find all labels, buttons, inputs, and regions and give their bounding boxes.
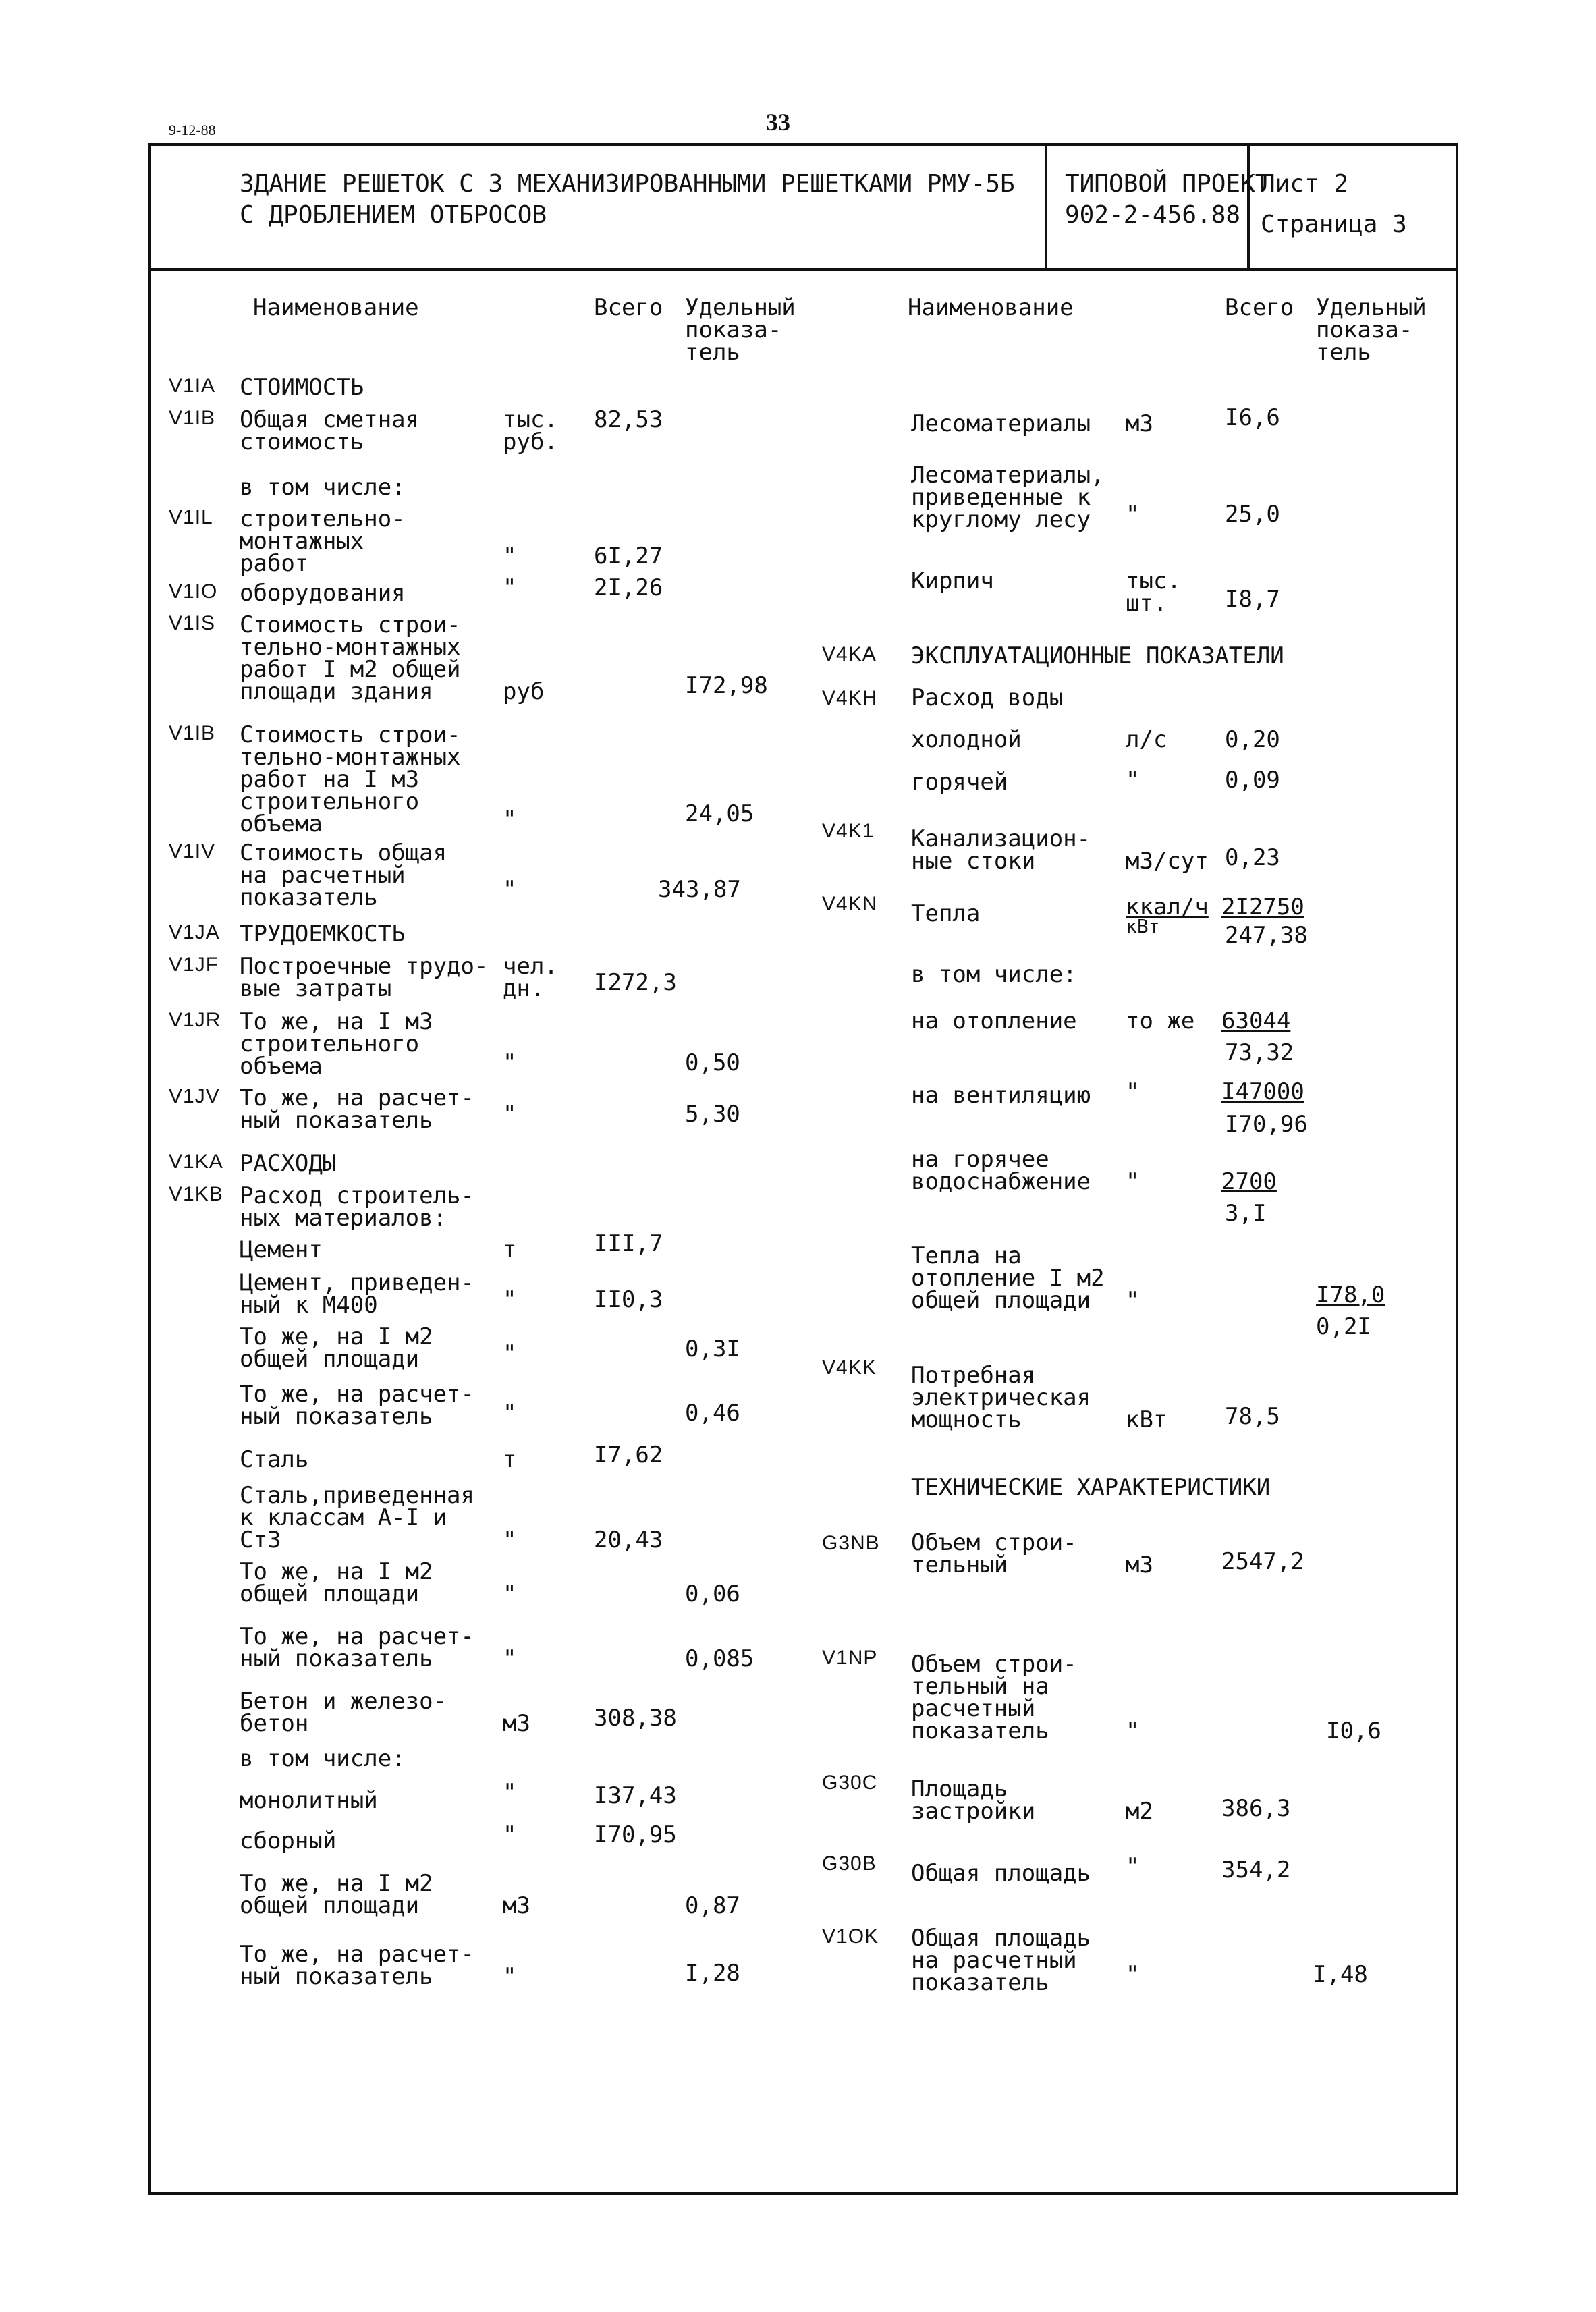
row-label: Бетон и железо- bbox=[240, 1688, 447, 1715]
row-specific: 0,06 bbox=[685, 1580, 740, 1607]
row-specific: I,48 bbox=[1313, 1961, 1368, 1988]
row-total: II0,3 bbox=[594, 1286, 663, 1313]
row-label: в том числе: bbox=[911, 961, 1077, 988]
row-specific: 5,30 bbox=[685, 1101, 740, 1128]
row-label: То же, на расчет- bbox=[240, 1084, 474, 1111]
row-label: То же, на расчет- bbox=[240, 1381, 474, 1408]
col-header-specific-2: показа- bbox=[685, 316, 782, 343]
row-label: Ст3 bbox=[240, 1526, 281, 1553]
section-heading: ЭКСПЛУАТАЦИОННЫЕ ПОКАЗАТЕЛИ bbox=[911, 642, 1284, 669]
row-unit: л/с bbox=[1126, 726, 1167, 753]
row-label: ный показатель bbox=[240, 1963, 433, 1990]
title-divider-2 bbox=[1247, 143, 1250, 271]
row-label: Сталь,приведенная bbox=[240, 1482, 474, 1509]
row-unit: " bbox=[503, 1526, 517, 1553]
row-unit: кВт bbox=[1126, 915, 1160, 937]
row-total: 0,09 bbox=[1225, 767, 1280, 794]
row-label: То же, на расчет- bbox=[240, 1623, 474, 1650]
row-label: ный показатель bbox=[240, 1107, 433, 1134]
row-label: тельный на bbox=[911, 1673, 1049, 1700]
row-label: показатель bbox=[911, 1717, 1049, 1744]
page-label: Страница 3 bbox=[1261, 211, 1407, 238]
row-code: V4KA bbox=[822, 643, 877, 665]
row-total: I70,96 bbox=[1225, 1111, 1308, 1138]
row-label: на расчетный bbox=[240, 862, 406, 889]
row-unit: " bbox=[503, 1645, 517, 1672]
row-unit: " bbox=[503, 806, 517, 833]
col-header-specific-right: Удельный bbox=[1316, 294, 1427, 321]
row-total: I37,43 bbox=[594, 1782, 677, 1809]
row-unit: " bbox=[1126, 1168, 1140, 1195]
row-total: 0,23 bbox=[1225, 844, 1280, 871]
document-title-2: С ДРОБЛЕНИЕМ ОТБРОСОВ bbox=[240, 201, 547, 229]
col-header-specific-right-2: показа- bbox=[1316, 316, 1413, 343]
row-total: I272,3 bbox=[594, 969, 677, 996]
row-label: в том числе: bbox=[240, 474, 406, 501]
project-label: ТИПОВОЙ ПРОЕКТ bbox=[1065, 170, 1270, 198]
row-total: 3,I bbox=[1225, 1200, 1267, 1227]
row-label: Объем строи- bbox=[911, 1529, 1077, 1556]
row-unit: м2 bbox=[1126, 1798, 1153, 1825]
row-specific: 0,87 bbox=[685, 1892, 740, 1919]
row-total: 82,53 bbox=[594, 406, 663, 433]
row-specific: 0,3I bbox=[685, 1336, 740, 1363]
row-label: Кирпич bbox=[911, 568, 994, 595]
col-header-total: Всего bbox=[594, 294, 663, 321]
row-label: общей площади bbox=[240, 1580, 420, 1607]
row-code: V1OK bbox=[822, 1925, 879, 1948]
row-label: электрическая bbox=[911, 1384, 1091, 1411]
row-unit: м3 bbox=[1126, 1551, 1153, 1578]
col-header-name-right: Наименование bbox=[908, 294, 1074, 321]
row-unit: тыс. bbox=[503, 406, 558, 433]
row-label: монолитный bbox=[240, 1787, 378, 1814]
row-label: в том числе: bbox=[240, 1745, 406, 1772]
row-label: тельно-монтажных bbox=[240, 634, 461, 661]
row-total: 343,87 bbox=[658, 876, 741, 903]
print-date: 9-12-88 bbox=[169, 121, 216, 138]
row-code: V1IO bbox=[169, 580, 218, 603]
row-unit: то же bbox=[1126, 1008, 1195, 1035]
row-label: работ bbox=[240, 550, 309, 577]
row-label: расчетный bbox=[911, 1695, 1036, 1722]
row-label: показатель bbox=[240, 884, 378, 911]
row-label: объема bbox=[240, 810, 323, 837]
row-total: 0,20 bbox=[1225, 726, 1280, 753]
row-label: площади здания bbox=[240, 678, 433, 705]
row-label: Расход строитель- bbox=[240, 1182, 474, 1209]
row-unit: " bbox=[503, 1286, 517, 1313]
row-total: 20,43 bbox=[594, 1526, 663, 1553]
row-unit: " bbox=[503, 1101, 517, 1128]
row-unit: м3 bbox=[503, 1710, 530, 1737]
row-unit: чел. bbox=[503, 953, 558, 980]
row-unit: " bbox=[1126, 1078, 1140, 1105]
col-header-name: Наименование bbox=[253, 294, 419, 321]
row-total: 247,38 bbox=[1225, 922, 1308, 949]
row-label: отопление I м2 bbox=[911, 1265, 1105, 1292]
row-code: V1IB bbox=[169, 407, 216, 429]
row-label: мощность bbox=[911, 1406, 1022, 1433]
row-code: G3NB bbox=[822, 1532, 880, 1554]
row-specific: I72,98 bbox=[685, 672, 768, 699]
row-label: Общая площадь bbox=[911, 1860, 1091, 1887]
row-unit: ккал/ч bbox=[1126, 893, 1209, 920]
row-code: V1JA bbox=[169, 921, 220, 943]
row-label: ные стоки bbox=[911, 848, 1036, 875]
row-unit: " bbox=[1126, 501, 1140, 528]
row-label: Расход воды bbox=[911, 684, 1064, 711]
row-code: V1JR bbox=[169, 1009, 221, 1031]
row-label: монтажных bbox=[240, 528, 364, 555]
row-label: Тепла на bbox=[911, 1242, 1022, 1269]
row-label: бетон bbox=[240, 1710, 309, 1737]
row-total: I8,7 bbox=[1225, 586, 1280, 613]
row-label: водоснабжение bbox=[911, 1168, 1091, 1195]
page-number: 33 bbox=[766, 109, 790, 136]
row-total: 386,3 bbox=[1221, 1795, 1291, 1822]
row-code: V4KH bbox=[822, 687, 878, 709]
row-total: I70,95 bbox=[594, 1821, 677, 1848]
row-code: V1IL bbox=[169, 506, 213, 528]
document-title: ЗДАНИЕ РЕШЕТОК С 3 МЕХАНИЗИРОВАННЫМИ РЕШЕТКАМИ РМУ-5Б bbox=[240, 170, 1015, 198]
row-code: V4KK bbox=[822, 1356, 877, 1379]
row-code: V1JF bbox=[169, 954, 219, 976]
row-specific: 24,05 bbox=[685, 800, 754, 827]
row-code: V1IA bbox=[169, 375, 216, 397]
row-label: на отопление bbox=[911, 1008, 1077, 1035]
row-label: к классам А-I и bbox=[240, 1504, 447, 1531]
sheet-number: Лист 2 bbox=[1261, 170, 1349, 198]
row-unit: " bbox=[503, 1963, 517, 1990]
row-label: Лесоматериалы bbox=[911, 410, 1091, 437]
row-label: Стоимость строи- bbox=[240, 611, 461, 638]
row-unit: т bbox=[503, 1236, 517, 1263]
row-code: V1NP bbox=[822, 1647, 878, 1669]
row-label: круглому лесу bbox=[911, 506, 1091, 533]
project-number: 902-2-456.88 bbox=[1065, 201, 1241, 229]
row-specific: 0,46 bbox=[685, 1400, 740, 1427]
row-label: строительно- bbox=[240, 505, 406, 532]
row-total: 354,2 bbox=[1221, 1856, 1291, 1883]
row-unit: " bbox=[503, 1580, 517, 1607]
row-label: Площадь bbox=[911, 1776, 1008, 1802]
row-unit: дн. bbox=[503, 975, 545, 1002]
row-label: на вентиляцию bbox=[911, 1082, 1091, 1109]
row-label: общей площади bbox=[240, 1346, 420, 1373]
section-heading: ТРУДОЕМКОСТЬ bbox=[240, 920, 406, 947]
col-header-specific-3: тель bbox=[685, 339, 740, 366]
row-unit: т bbox=[503, 1446, 517, 1473]
row-label: стоимость bbox=[240, 429, 364, 456]
row-label: Потребная bbox=[911, 1362, 1036, 1389]
row-total: I7,62 bbox=[594, 1441, 663, 1468]
section-heading: ТЕХНИЧЕСКИЕ ХАРАКТЕРИСТИКИ bbox=[911, 1474, 1271, 1501]
row-total: I47000 bbox=[1221, 1078, 1304, 1105]
row-unit: м3 bbox=[1126, 410, 1153, 437]
row-specific: 0,50 bbox=[685, 1049, 740, 1076]
row-total: 2700 bbox=[1221, 1168, 1277, 1195]
row-code: V1KA bbox=[169, 1151, 223, 1173]
row-unit: " bbox=[503, 574, 517, 601]
row-code: V1IV bbox=[169, 840, 216, 862]
row-code: V1IB bbox=[169, 722, 216, 744]
row-total: III,7 bbox=[594, 1230, 663, 1257]
row-label: приведенные к bbox=[911, 484, 1091, 511]
row-label: Общая площадь bbox=[911, 1925, 1091, 1952]
col-header-total-right: Всего bbox=[1225, 294, 1294, 321]
row-label: Стоимость общая bbox=[240, 840, 447, 866]
row-code: V4KN bbox=[822, 893, 878, 915]
row-label: Стоимость строи- bbox=[240, 721, 461, 748]
row-total: 63044 bbox=[1221, 1008, 1291, 1035]
row-label: Построечные трудо- bbox=[240, 953, 489, 980]
row-label: ный показатель bbox=[240, 1645, 433, 1672]
row-total: 2I,26 bbox=[594, 574, 663, 601]
row-unit: " bbox=[503, 543, 517, 570]
row-total: 6I,27 bbox=[594, 543, 663, 570]
row-unit: тыс. bbox=[1126, 568, 1181, 595]
row-label: Цемент, приведен- bbox=[240, 1269, 474, 1296]
row-code: V4K1 bbox=[822, 820, 875, 842]
row-label: горячей bbox=[911, 769, 1008, 796]
row-label: сборный bbox=[240, 1827, 337, 1854]
row-label: строительного bbox=[240, 1030, 420, 1057]
row-label: ный показатель bbox=[240, 1403, 433, 1430]
row-total: 78,5 bbox=[1225, 1403, 1280, 1430]
row-specific: I0,6 bbox=[1326, 1717, 1381, 1744]
row-label: Объем строи- bbox=[911, 1651, 1077, 1678]
row-label: ный к М400 bbox=[240, 1292, 378, 1319]
col-header-specific-right-3: тель bbox=[1316, 339, 1371, 366]
row-label: То же, на I м2 bbox=[240, 1870, 433, 1897]
row-label: работ I м2 общей bbox=[240, 656, 461, 683]
row-unit: " bbox=[503, 1400, 517, 1427]
row-label: То же, на I м2 bbox=[240, 1323, 433, 1350]
row-unit: руб bbox=[503, 678, 545, 705]
row-code: V1IS bbox=[169, 612, 216, 634]
row-unit: " bbox=[503, 1340, 517, 1367]
row-label: строительного bbox=[240, 788, 420, 815]
row-label: То же, на расчет- bbox=[240, 1941, 474, 1968]
row-label: Цемент bbox=[240, 1236, 323, 1263]
title-block-divider bbox=[148, 268, 1458, 271]
row-label: общей площади bbox=[240, 1892, 420, 1919]
row-unit: кВт bbox=[1126, 1406, 1167, 1433]
row-label: Тепла bbox=[911, 900, 981, 927]
row-code: V1JV bbox=[169, 1085, 220, 1107]
row-unit: " bbox=[503, 876, 517, 903]
col-header-specific: Удельный bbox=[685, 294, 796, 321]
row-total: 2547,2 bbox=[1221, 1548, 1304, 1575]
row-unit: " bbox=[1126, 1961, 1140, 1988]
row-unit: " bbox=[1126, 1717, 1140, 1744]
section-heading: РАСХОДЫ bbox=[240, 1150, 337, 1177]
row-label: на горячее bbox=[911, 1146, 1049, 1173]
row-specific: I78,0 bbox=[1316, 1282, 1385, 1309]
row-total: 2I2750 bbox=[1221, 893, 1304, 920]
row-unit: " bbox=[1126, 1853, 1140, 1880]
row-label: оборудования bbox=[240, 580, 406, 607]
row-code: G30C bbox=[822, 1771, 878, 1794]
row-label: То же, на I м2 bbox=[240, 1558, 433, 1585]
row-label: показатель bbox=[911, 1969, 1049, 1996]
row-label: тельно-монтажных bbox=[240, 744, 461, 771]
row-label: тельный bbox=[911, 1551, 1008, 1578]
row-unit: " bbox=[503, 1779, 517, 1806]
section-heading: СТОИМОСТЬ bbox=[240, 374, 364, 401]
row-total: 308,38 bbox=[594, 1705, 677, 1732]
row-label: объема bbox=[240, 1053, 323, 1080]
row-total: I6,6 bbox=[1225, 404, 1280, 431]
row-label: общей площади bbox=[911, 1287, 1091, 1314]
row-unit: " bbox=[503, 1821, 517, 1848]
row-label: Сталь bbox=[240, 1446, 309, 1473]
row-unit: " bbox=[503, 1049, 517, 1076]
row-label: на расчетный bbox=[911, 1947, 1077, 1974]
row-total: 25,0 bbox=[1225, 501, 1280, 528]
row-label: Общая сметная bbox=[240, 406, 420, 433]
row-unit: " bbox=[1126, 767, 1140, 794]
row-unit: " bbox=[1126, 1287, 1140, 1314]
row-label: работ на I м3 bbox=[240, 766, 420, 793]
row-specific: 0,085 bbox=[685, 1645, 754, 1672]
row-total: 73,32 bbox=[1225, 1039, 1294, 1066]
row-unit: руб. bbox=[503, 429, 558, 456]
row-label: вые затраты bbox=[240, 975, 392, 1002]
row-code: V1KB bbox=[169, 1183, 223, 1205]
row-label: застройки bbox=[911, 1798, 1036, 1825]
row-label: То же, на I м3 bbox=[240, 1008, 433, 1035]
row-label: холодной bbox=[911, 726, 1022, 753]
row-specific: 0,2I bbox=[1316, 1313, 1371, 1340]
row-unit: м3/сут bbox=[1126, 848, 1209, 875]
row-code: G30B bbox=[822, 1852, 877, 1875]
row-unit: м3 bbox=[503, 1892, 530, 1919]
row-specific: I,28 bbox=[685, 1960, 740, 1987]
row-unit: шт. bbox=[1126, 590, 1167, 617]
title-divider-1 bbox=[1045, 143, 1047, 271]
row-label: ных материалов: bbox=[240, 1205, 447, 1232]
row-label: Канализацион- bbox=[911, 825, 1091, 852]
row-label: Лесоматериалы, bbox=[911, 462, 1105, 489]
